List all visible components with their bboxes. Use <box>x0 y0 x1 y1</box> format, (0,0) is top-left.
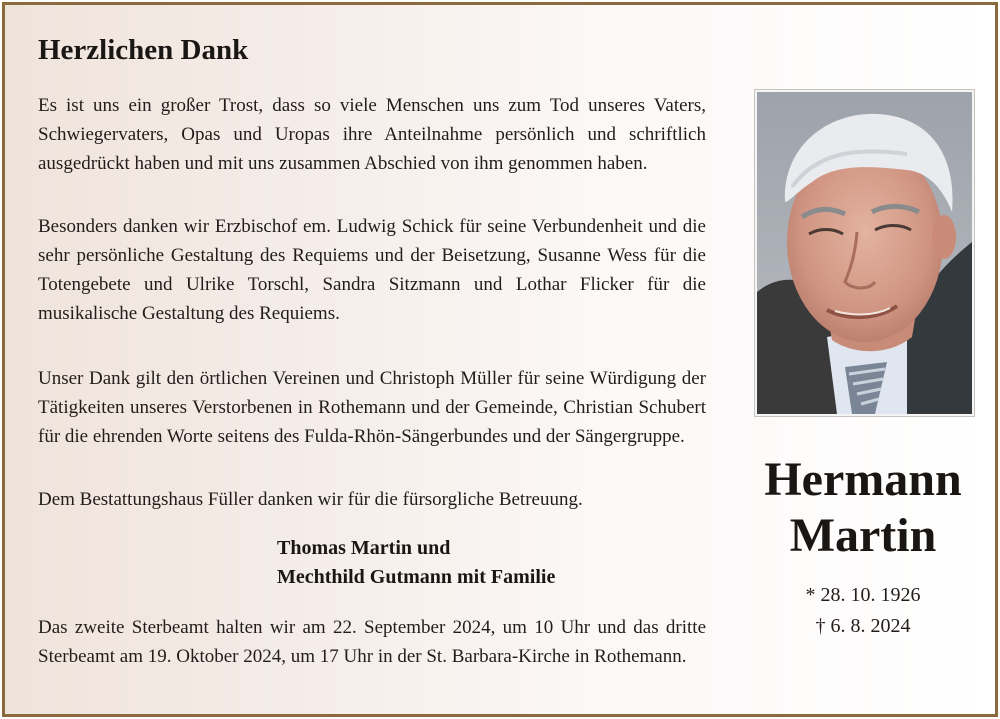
signature-line-1: Thomas Martin und <box>277 537 451 559</box>
paragraph-associations: Unser Dank gilt den örtlichen Vereinen und Christoph Müller für seine Würdigung der Tätigkeiten unseres Verstorbenen in Rothemann und der Gemeinde, Christian Schubert für die ehrenden Worte seitens des Fulda-Rhön-Sängerbundes und der Sängergruppe. <box>38 368 706 447</box>
deceased-name <box>733 452 993 564</box>
signature <box>277 534 555 592</box>
life-dates <box>733 580 993 642</box>
obituary-card <box>2 2 998 717</box>
first-name: Hermann <box>764 453 962 506</box>
last-name: Martin <box>789 509 937 562</box>
birth-date: * 28. 10. 1926 <box>805 584 921 606</box>
signature-line-2: Mechthild Gutmann mit Familie <box>277 566 556 588</box>
portrait-icon <box>757 92 972 414</box>
heading: Herzlichen Dank <box>38 34 249 66</box>
death-date: † 6. 8. 2024 <box>815 615 911 637</box>
paragraph-funeral-home: Dem Bestattungshaus Füller danken wir für die fürsorgliche Betreuung. <box>38 489 583 510</box>
portrait-photo <box>755 90 974 416</box>
paragraph-special-thanks: Besonders danken wir Erzbischof em. Ludwig Schick für seine Verbundenheit und die sehr persönliche Gestaltung des Requiems und der Beisetzung, Susanne Wess für die Totengebete und Ulrike Torschl, Sandra Sitzmann und Lothar Flicker für die musikalische Gestaltung des Requiems. <box>38 216 706 324</box>
paragraph-memorial-masses: Das zweite Sterbeamt halten wir am 22. September 2024, um 10 Uhr und das dritte Sterbeamt am 19. Oktober 2024, um 17 Uhr in der St. Barbara-Kirche in Rothemann. <box>38 617 706 667</box>
paragraph-thanks: Es ist uns ein großer Trost, dass so viele Menschen uns zum Tod unseres Vaters, Schwiegervaters, Opas und Uropas ihre Anteilnahme persönlich und schriftlich ausgedrückt haben und mit uns zusammen Abschied von ihm genommen haben. <box>38 95 706 174</box>
